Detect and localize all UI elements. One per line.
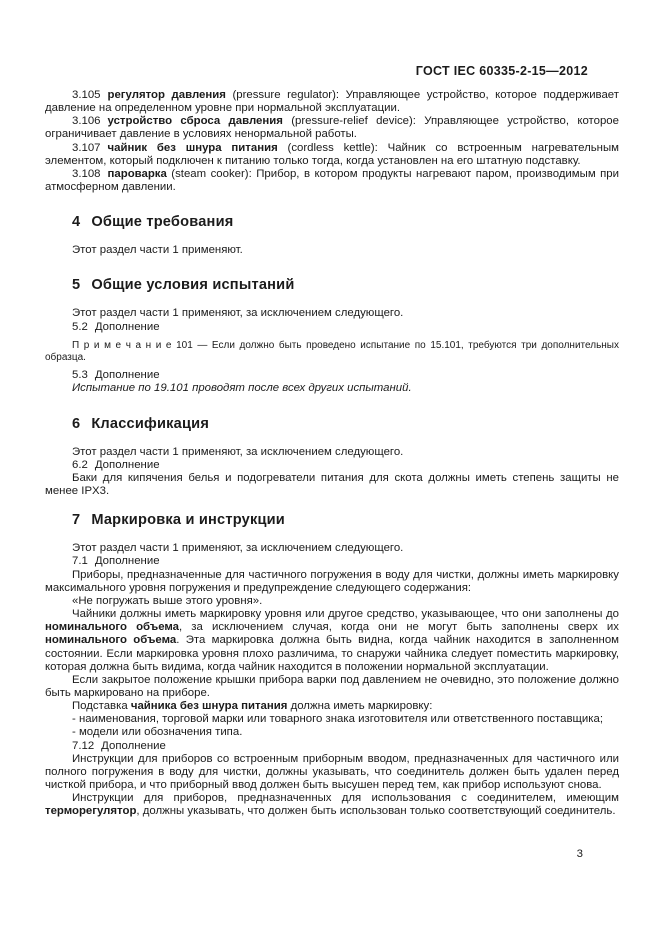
subclause-5-3	[45, 369, 619, 382]
text-segment: Подставка	[72, 700, 131, 713]
bold-term: номинального объема	[45, 621, 180, 634]
section6-intro: Этот раздел части 1 применяют, за исключением следующего.	[72, 445, 404, 458]
term-number: 3.105	[72, 89, 101, 101]
term-name: пароварка	[107, 167, 167, 180]
section-title: Маркировка и инструкции	[91, 512, 285, 529]
term-definition-3108	[45, 168, 619, 194]
subclause-label: Дополнение	[94, 320, 160, 333]
running-header-doc-code: ГОСТ IEC 60335-2-15—2012	[415, 64, 588, 78]
section7-paragraph-connector	[45, 792, 619, 818]
section7-paragraph-stand	[45, 700, 619, 713]
subclause-number: 6.2	[72, 458, 88, 471]
bold-term: номинального объема	[45, 634, 177, 647]
section4-paragraph: Этот раздел части 1 применяют.	[72, 244, 243, 257]
subclause-7-12	[45, 740, 619, 753]
section-heading-4	[45, 214, 619, 230]
section6-paragraph: Баки для кипячения белья и подогреватели питания для скота должны иметь степень защиты не менее IPX3.	[45, 471, 619, 498]
section-heading-6	[45, 416, 619, 432]
term-body: (cordless kettle): Чайник со встроенным нагревательным элементом, который подключен к питанию только тогда, когда установлен на его штатную подставку.	[45, 141, 619, 167]
text-segment: . Эта маркировка должна быть видна, когда чайник находится в заполненном состоянии. Если маркировка уровня плохо различима, то снаружи чайника следует поместить маркировку, которая должна быть видима, когда чайник находится в положении нормальной эксплуатации.	[45, 634, 619, 673]
term-name: чайник без шнура питания	[107, 141, 278, 154]
section7-paragraph-kettles	[45, 608, 619, 674]
subclause-label: Дополнение	[94, 555, 160, 568]
term-number: 3.108	[72, 167, 101, 180]
section7-paragraph-inlet: Инструкции для приборов со встроенным приборным вводом, предназначенных для частичного или полного погружения в воду для чистки, должны указывать, что соединитель должен быть удален перед чисткой прибора, и что приборный ввод должен быть высушен перед тем, как прибор используют снова.	[45, 752, 619, 792]
section-title: Общие условия испытаний	[91, 277, 295, 294]
term-definition-3105	[45, 89, 619, 115]
term-body: (pressure-relief device): Управляющее устройство, которое ограничивает давление в условиях ненормальной работы.	[45, 115, 619, 141]
term-definition-3106	[45, 115, 619, 141]
section-heading-5	[45, 277, 619, 293]
term-name: регулятор давления	[107, 89, 226, 101]
section5-test-note: Испытание по 19.101 проводят после всех других испытаний.	[72, 382, 412, 395]
subclause-number: 7.1	[72, 555, 88, 568]
section7-paragraph-lid: Если закрытое положение крышки прибора варки под давлением не очевидно, это положение должно быть маркировано на приборе.	[45, 673, 619, 699]
subclause-label: Дополнение	[101, 739, 166, 752]
subclause-label: Дополнение	[94, 369, 160, 382]
section7-list-item-2: - модели или обозначения типа.	[72, 726, 243, 739]
term-body: (steam cooker): Прибор, в котором продукты нагревают паром, производимым при атмосферном давлении.	[45, 167, 619, 194]
subclause-number: 5.2	[72, 320, 88, 333]
subclause-6-2	[45, 459, 619, 472]
section-number: 6	[72, 415, 81, 432]
section7-warning-text: «Не погружать выше этого уровня».	[72, 594, 263, 607]
subclause-label: Дополнение	[94, 458, 160, 471]
bold-term: терморегулятор	[45, 805, 137, 818]
section-number: 7	[72, 512, 81, 529]
term-body: (pressure regulator): Управляющее устройство, которое поддерживает давление на определенном уровне при нормальной эксплуатации.	[45, 89, 619, 115]
section-number: 4	[72, 214, 81, 231]
note-101: П р и м е ч а н и е 101 — Если должно быть проведено испытание по 15.101, требуются три дополнительных образца.	[45, 339, 619, 364]
section7-list-item-1: - наименования, торговой марки или товарного знака изготовителя или ответственного поставщика;	[72, 713, 603, 726]
page-content	[45, 89, 619, 819]
section-title: Общие требования	[91, 214, 234, 231]
subclause-number: 7.12	[72, 739, 95, 752]
section-title: Классификация	[91, 415, 210, 432]
term-number: 3.107	[72, 141, 101, 154]
section7-intro: Этот раздел части 1 применяют, за исключением следующего.	[72, 542, 404, 555]
subclause-5-2	[45, 321, 619, 334]
section-number: 5	[72, 277, 81, 294]
page-number: 3	[576, 848, 583, 860]
section7-paragraph-marking: Приборы, предназначенные для частичного погружения в воду для чистки, должны иметь маркировку максимального уровня погружения и предупреждение следующего содержания:	[45, 568, 619, 594]
text-segment: , должны указывать, что должен быть использован только соответствующий соединитель.	[136, 805, 616, 818]
text-segment: , за исключением случая, когда они не могут быть заполнены сверх их	[179, 621, 619, 634]
term-definition-3107	[45, 142, 619, 168]
text-segment: Инструкции для приборов, предназначенных для использования с соединителем, имеющим	[72, 792, 619, 805]
subclause-7-1	[45, 555, 619, 568]
section5-intro: Этот раздел части 1 применяют, за исключением следующего.	[72, 307, 404, 320]
subclause-number: 5.3	[72, 369, 88, 382]
term-name: устройство сброса давления	[107, 115, 283, 128]
text-segment: Чайники должны иметь маркировку уровня или другое средство, указывающее, что они заполнены до	[72, 608, 619, 621]
term-number: 3.106	[72, 115, 101, 128]
section-heading-7	[45, 512, 619, 528]
text-segment: должна иметь маркировку:	[287, 700, 433, 713]
bold-term: чайника без шнура питания	[130, 700, 288, 713]
